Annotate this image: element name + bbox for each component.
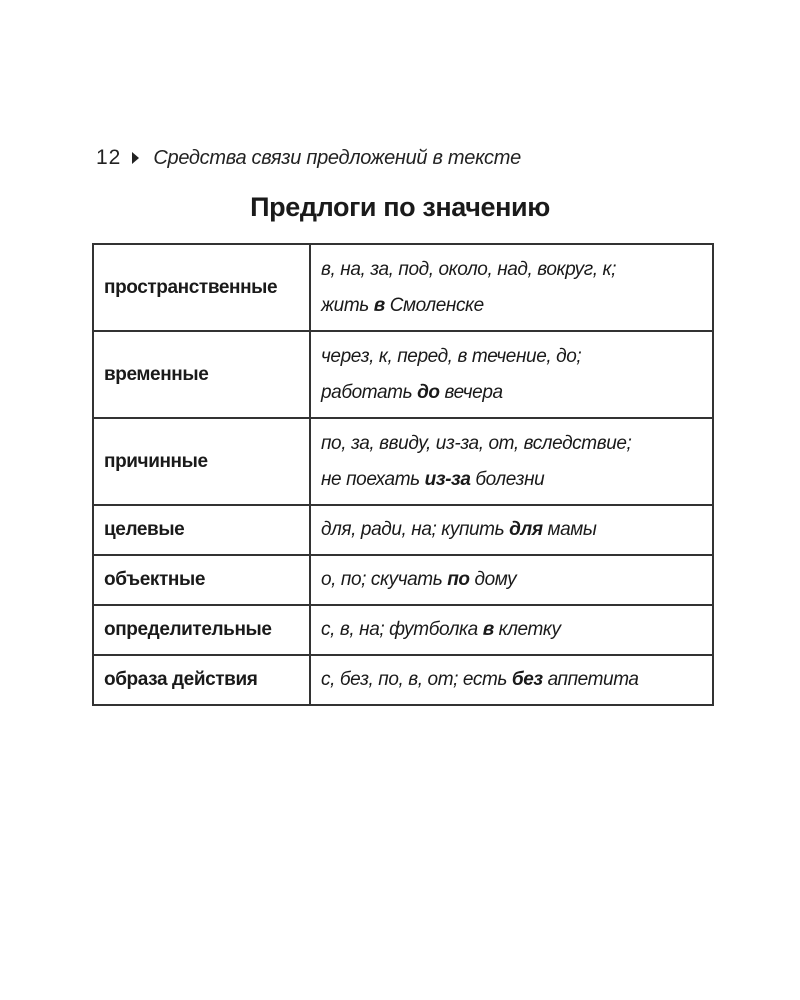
section-title: Средства связи предложений в тексте: [153, 146, 521, 169]
example-highlight: для: [509, 519, 543, 540]
prepositions-list: с, в, на;: [321, 619, 385, 640]
example-highlight: без: [511, 669, 543, 690]
example-phrase: [321, 469, 544, 490]
example-after: аппетита: [542, 669, 639, 690]
prepositions-cell: [310, 418, 713, 505]
example-phrase: [321, 382, 503, 403]
example-before: работать: [321, 381, 418, 403]
table-title: Предлоги по значению: [250, 192, 550, 222]
prepositions-list: с, без, по, в, от;: [321, 669, 459, 690]
category-cell: образа действия: [93, 655, 310, 705]
example-after: дому: [469, 569, 517, 590]
prepositions-table: [92, 243, 714, 706]
prepositions-list: по, за, ввиду, из-за, от, вследствие;: [321, 432, 632, 454]
example-phrase: [389, 619, 560, 640]
category-cell: причинные: [93, 418, 310, 505]
prepositions-list: в, на, за, под, около, над, вокруг, к;: [321, 258, 616, 280]
example-phrase: [463, 669, 639, 690]
example-highlight: из-за: [424, 468, 471, 490]
prepositions-cell: [310, 331, 713, 418]
example-highlight: в: [482, 619, 494, 640]
prepositions-cell: [310, 655, 713, 705]
prepositions-cell: [310, 505, 713, 555]
example-phrase: [371, 569, 516, 590]
prepositions-cell: [310, 555, 713, 605]
example-after: Смоленске: [384, 294, 484, 316]
example-before: скучать: [370, 569, 448, 590]
table-row: [93, 605, 713, 655]
table-row: [93, 655, 713, 705]
example-after: вечера: [439, 381, 503, 403]
prepositions-list: о, по;: [321, 569, 367, 590]
prepositions-cell: [310, 605, 713, 655]
example-highlight: до: [417, 381, 440, 403]
prepositions-cell: [310, 244, 713, 331]
table-row: [93, 244, 713, 331]
example-before: жить: [321, 294, 374, 316]
running-header: [96, 143, 521, 173]
example-before: купить: [441, 519, 510, 540]
example-highlight: в: [373, 294, 385, 316]
example-highlight: по: [447, 569, 470, 590]
prepositions-list: для, ради, на;: [321, 519, 437, 540]
example-after: клетку: [493, 619, 561, 640]
example-phrase: [321, 295, 484, 316]
example-after: мамы: [542, 519, 597, 540]
category-cell: целевые: [93, 505, 310, 555]
table-row: [93, 331, 713, 418]
table-row: [93, 555, 713, 605]
page-number: 12: [96, 146, 122, 169]
category-cell: объектные: [93, 555, 310, 605]
category-cell: определительные: [93, 605, 310, 655]
category-cell: пространственные: [93, 244, 310, 331]
example-after: болезни: [470, 468, 545, 490]
example-before: не поехать: [321, 468, 425, 490]
category-cell: временные: [93, 331, 310, 418]
example-before: футболка: [389, 619, 483, 640]
example-phrase: [441, 519, 596, 540]
table-row: [93, 505, 713, 555]
prepositions-list: через, к, перед, в течение, до;: [321, 345, 582, 367]
table-row: [93, 418, 713, 505]
triangle-right-icon: [132, 152, 139, 164]
example-before: есть: [462, 669, 512, 690]
